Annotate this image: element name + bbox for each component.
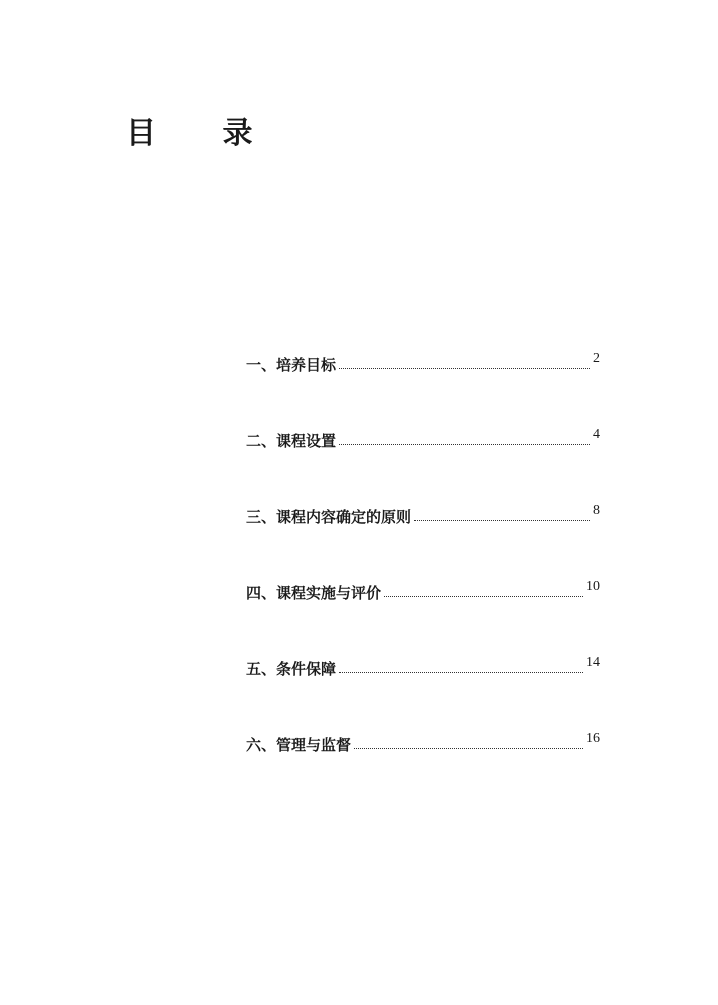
toc-entry-label: 五、条件保障 [246, 660, 337, 678]
toc-dot-leader [339, 672, 583, 673]
page-title: 目 录 [126, 116, 281, 151]
toc-page-number: 14 [586, 655, 600, 670]
toc-page-number: 16 [586, 731, 600, 746]
toc-entry-principles[interactable] [246, 502, 600, 528]
toc-dot-leader [414, 520, 590, 521]
toc-dot-leader [339, 444, 590, 445]
toc-page-number: 4 [593, 427, 600, 442]
toc-page-number: 2 [593, 351, 600, 366]
toc-dot-leader [384, 596, 583, 597]
toc-dot-leader [339, 368, 590, 369]
toc-page-number: 10 [586, 579, 600, 594]
toc-entry-label: 三、课程内容确定的原则 [246, 508, 412, 526]
toc-entry-goals[interactable] [246, 350, 600, 376]
toc-entry-management[interactable] [246, 730, 600, 756]
toc-entry-label: 六、管理与监督 [246, 736, 352, 754]
toc-entry-conditions[interactable] [246, 654, 600, 680]
toc-entry-label: 四、课程实施与评价 [246, 584, 382, 602]
toc-dot-leader [354, 748, 583, 749]
toc-entry-label: 二、课程设置 [246, 432, 337, 450]
table-of-contents [246, 350, 600, 806]
toc-entry-curriculum[interactable] [246, 426, 600, 452]
toc-page-number: 8 [593, 503, 600, 518]
toc-entry-label: 一、培养目标 [246, 356, 337, 374]
toc-entry-implementation[interactable] [246, 578, 600, 604]
